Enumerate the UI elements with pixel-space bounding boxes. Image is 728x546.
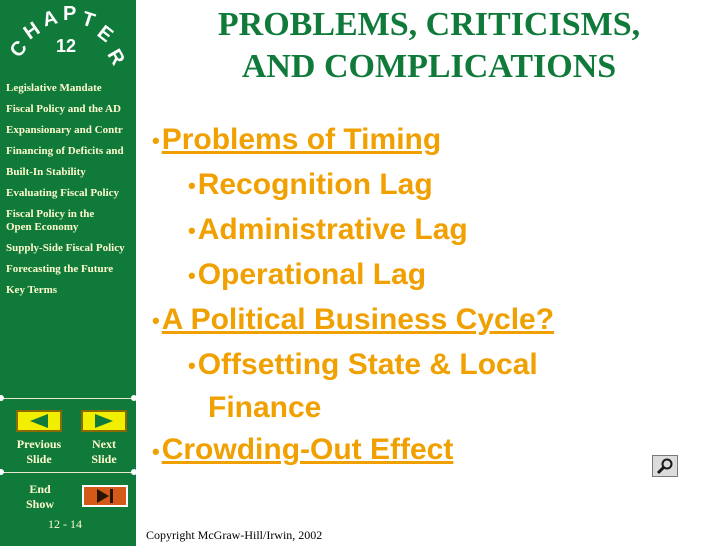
menu-item-evaluating-fiscal-policy[interactable]: Evaluating Fiscal Policy <box>6 187 120 199</box>
sub-bullet-text: Operational Lag <box>197 258 427 292</box>
divider-dot <box>0 469 4 475</box>
next-slide-label[interactable] <box>78 437 130 467</box>
menu-item-open-economy-line2: Open Economy <box>6 221 79 233</box>
bullet-marker: • <box>152 308 160 334</box>
sub-bullet-item <box>152 343 718 388</box>
zoom-button[interactable] <box>652 455 678 477</box>
divider-dot <box>131 469 137 475</box>
triangle-right-icon <box>83 412 125 430</box>
previous-slide-label-line1: Previous <box>16 437 62 451</box>
end-show-button[interactable] <box>82 485 128 507</box>
sub-bullet-continuation: Finance <box>208 391 322 425</box>
end-show-label-line2: Show <box>25 497 54 511</box>
chapter-letter: T <box>79 7 98 33</box>
menu-item-legislative-mandate[interactable]: Legislative Mandate <box>6 82 102 94</box>
triangle-left-icon <box>18 412 60 430</box>
menu-item-expansionary[interactable]: Expansionary and Contr <box>6 124 123 136</box>
menu-item-fiscal-policy-ad[interactable]: Fiscal Policy and the AD <box>6 103 121 115</box>
sub-bullet-text: Administrative Lag <box>197 213 468 247</box>
menu-item-supply-side[interactable]: Supply-Side Fiscal Policy <box>6 242 125 254</box>
bullet-marker: • <box>152 438 160 464</box>
menu-item-built-in-stability[interactable]: Built-In Stability <box>6 166 86 178</box>
divider-dot <box>0 395 4 401</box>
bullet-marker: • <box>188 218 196 244</box>
chapter-letter: P <box>63 3 77 25</box>
slide-title-line1: PROBLEMS, CRITICISMS, <box>217 6 641 43</box>
next-slide-label-line1: Next <box>92 437 116 451</box>
sub-bullet-item <box>152 163 718 208</box>
next-slide-button[interactable] <box>81 410 127 432</box>
menu-item-financing-deficits[interactable]: Financing of Deficits and <box>6 145 124 157</box>
bullet-marker: • <box>188 263 196 289</box>
menu-item-open-economy[interactable] <box>6 208 134 234</box>
bullet-marker: • <box>188 353 196 379</box>
sidebar <box>0 0 136 546</box>
link-political-business-cycle[interactable]: A Political Business Cycle? <box>161 303 555 337</box>
chapter-letter: C <box>5 36 32 62</box>
link-crowding-out-effect[interactable]: Crowding-Out Effect <box>161 433 454 467</box>
end-show-label[interactable] <box>14 482 66 512</box>
bullet-item <box>152 428 718 473</box>
slide-title-line2: AND COMPLICATIONS <box>241 48 617 85</box>
slide-title <box>146 4 712 88</box>
chapter-menu <box>6 82 134 297</box>
divider-line <box>0 398 136 399</box>
chapter-letter: R <box>102 45 129 70</box>
next-slide-label-line2: Slide <box>91 452 117 466</box>
bullet-marker: • <box>188 173 196 199</box>
slide-number: 12 - 14 <box>48 517 82 531</box>
chapter-letter: E <box>92 21 118 47</box>
sub-bullet-item <box>152 253 718 298</box>
bullet-item <box>152 118 718 163</box>
chapter-letter: A <box>40 6 60 32</box>
magnifier-icon <box>654 457 676 475</box>
previous-slide-label[interactable] <box>8 437 70 467</box>
copyright-notice: Copyright McGraw-Hill/Irwin, 2002 <box>146 528 323 542</box>
chapter-number: 12 <box>56 36 77 56</box>
menu-item-forecasting[interactable]: Forecasting the Future <box>6 263 114 275</box>
menu-item-open-economy-line1: Fiscal Policy in the <box>6 208 95 220</box>
end-show-label-line1: End <box>29 482 51 496</box>
previous-slide-button[interactable] <box>16 410 62 432</box>
bullet-item <box>152 298 718 343</box>
previous-slide-label-line2: Slide <box>26 452 52 466</box>
bullet-marker: • <box>152 128 160 154</box>
menu-item-key-terms[interactable]: Key Terms <box>6 284 58 296</box>
chapter-letter: H <box>19 17 45 45</box>
divider-dot <box>131 395 137 401</box>
divider-line <box>0 472 136 473</box>
sub-bullet-text: Offsetting State & Local <box>197 348 538 382</box>
bullet-list <box>152 118 718 474</box>
link-problems-of-timing[interactable]: Problems of Timing <box>161 123 442 156</box>
sub-bullet-item <box>152 208 718 253</box>
end-show-icon <box>84 487 126 505</box>
sub-bullet-text: Recognition Lag <box>197 168 433 202</box>
